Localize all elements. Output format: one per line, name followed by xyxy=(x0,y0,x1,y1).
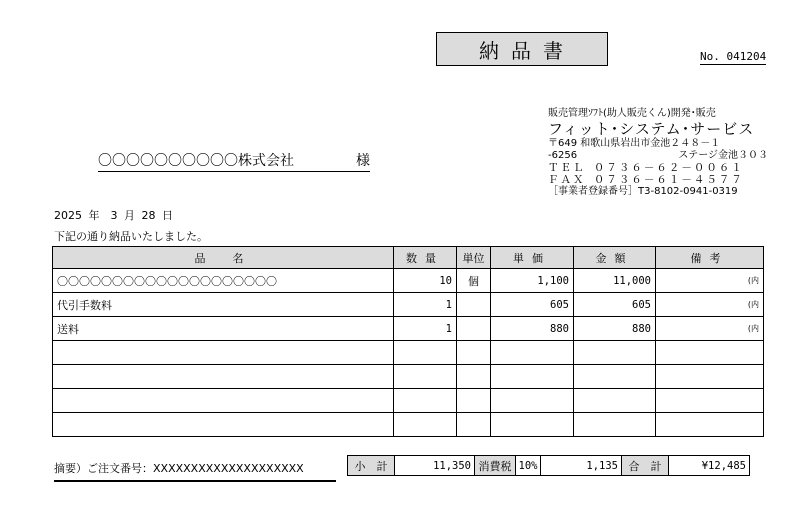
amount-cell xyxy=(574,389,656,413)
subtotal-label: 小 計 xyxy=(347,455,395,476)
remarks-cell xyxy=(656,341,764,365)
unit-price-cell xyxy=(491,389,574,413)
amount-cell: 880 xyxy=(574,317,656,341)
header-unit: 単位 xyxy=(457,247,491,269)
tax-rate: 10% xyxy=(515,455,541,476)
header-item-name: 品 名 xyxy=(53,247,394,269)
table-row xyxy=(53,341,764,365)
table-row xyxy=(53,389,764,413)
unit-cell xyxy=(457,317,491,341)
sender-address-line1 xyxy=(548,138,768,150)
total-label: 合 計 xyxy=(621,455,669,476)
unit-cell: 個 xyxy=(457,269,491,293)
unit-cell xyxy=(457,341,491,365)
unit-price-cell xyxy=(491,413,574,437)
item-name-cell: 送料 xyxy=(53,317,394,341)
document-title: 納品書 xyxy=(436,32,608,66)
delivery-date: 2025 年 3 月 28 日 xyxy=(54,209,173,222)
unit-price-cell: 605 xyxy=(491,293,574,317)
sender-block xyxy=(548,108,768,198)
quantity-cell: 1 xyxy=(394,293,457,317)
tax-label: 消費税 xyxy=(474,455,516,476)
item-name-cell xyxy=(53,341,394,365)
customer-name-line xyxy=(98,150,370,172)
items-table xyxy=(52,246,764,437)
quantity-cell xyxy=(394,389,457,413)
header-quantity: 数量 xyxy=(394,247,457,269)
sender-tagline: 販売管理ｿﾌﾄ(助人販売くん)開発･販売 xyxy=(548,108,716,119)
quantity-cell xyxy=(394,365,457,389)
unit-price-cell xyxy=(491,341,574,365)
remarks-cell: (内 xyxy=(656,293,764,317)
unit-cell xyxy=(457,365,491,389)
unit-cell xyxy=(457,413,491,437)
quantity-cell xyxy=(394,341,457,365)
sender-address2: ステージ金池３０３ xyxy=(678,150,768,161)
quantity-cell: 10 xyxy=(394,269,457,293)
total-value: ¥12,485 xyxy=(668,455,750,476)
item-name-cell: 代引手数料 xyxy=(53,293,394,317)
item-name-cell: 〇〇〇〇〇〇〇〇〇〇〇〇〇〇〇〇〇〇〇〇 xyxy=(53,269,394,293)
customer-honorific: 様 xyxy=(356,153,370,169)
sender-address1: 和歌山県岩出市金池２４８－１ xyxy=(580,138,721,149)
sender-address-line2 xyxy=(548,150,768,162)
amount-cell: 605 xyxy=(574,293,656,317)
item-name-cell xyxy=(53,365,394,389)
sender-registration: ［事業者登録番号］T3-8102-0941-0319 xyxy=(548,186,738,197)
quantity-cell xyxy=(394,413,457,437)
amount-cell xyxy=(574,413,656,437)
intro-text: 下記の通り納品いたしました。 xyxy=(54,230,208,243)
sender-company: フィット･システム･サービス xyxy=(548,120,755,138)
sender-tel: ＴＥＬ ０７３６－６２－００６１ xyxy=(548,162,744,174)
header-remarks: 備考 xyxy=(656,247,764,269)
item-name-cell xyxy=(53,413,394,437)
remarks-cell: (内 xyxy=(656,269,764,293)
quantity-cell: 1 xyxy=(394,317,457,341)
sender-fax: ＦＡＸ ０７３６－６１－４５７７ xyxy=(548,174,744,186)
table-row xyxy=(53,365,764,389)
unit-price-cell: 1,100 xyxy=(491,269,574,293)
header-unit-price: 単価 xyxy=(491,247,574,269)
customer-name: 〇〇〇〇〇〇〇〇〇〇株式会社 xyxy=(98,153,294,169)
unit-cell xyxy=(457,293,491,317)
unit-cell xyxy=(457,389,491,413)
unit-price-cell: 880 xyxy=(491,317,574,341)
amount-cell xyxy=(574,365,656,389)
remarks-cell: (内 xyxy=(656,317,764,341)
table-row xyxy=(53,413,764,437)
sender-postal: 〒649 xyxy=(548,138,578,149)
tax-value: 1,135 xyxy=(540,455,622,476)
totals-bar xyxy=(348,455,750,476)
remarks-cell xyxy=(656,365,764,389)
item-name-cell xyxy=(53,389,394,413)
amount-cell xyxy=(574,341,656,365)
table-header-row xyxy=(53,247,764,269)
remarks-order-number: 摘要）ご注文番号：XXXXXXXXXXXXXXXXXXXX xyxy=(54,460,336,482)
subtotal-value: 11,350 xyxy=(394,455,475,476)
remarks-cell xyxy=(656,389,764,413)
table-row xyxy=(53,269,764,293)
table-row xyxy=(53,293,764,317)
remarks-cell xyxy=(656,413,764,437)
amount-cell: 11,000 xyxy=(574,269,656,293)
document-number: No. 041204 xyxy=(700,50,767,63)
table-row xyxy=(53,317,764,341)
sender-address-code: -6256 xyxy=(548,150,578,161)
unit-price-cell xyxy=(491,365,574,389)
header-amount: 金額 xyxy=(574,247,656,269)
